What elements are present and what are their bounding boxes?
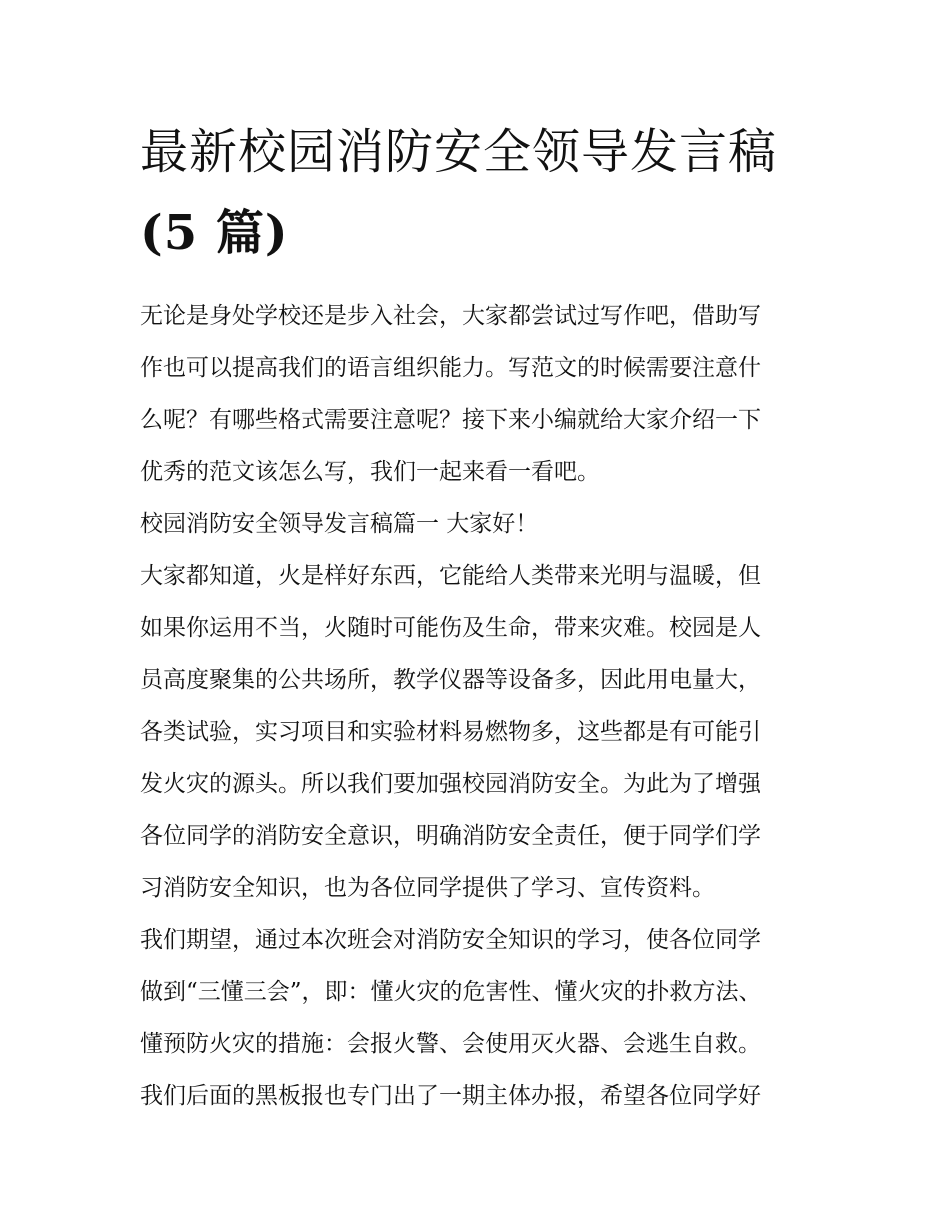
title-main: 最新校园消防安全领导发言稿: [140, 124, 778, 180]
paragraph-line: 作也可以提高我们的语言组织能力。写范文的时候需要注意什: [140, 355, 761, 381]
document-page: [140, 112, 815, 1122]
paragraph-line: 优秀的范文该怎么写，我们一起来看一看吧。: [140, 459, 600, 485]
intro-paragraph: [140, 290, 815, 498]
paragraph-line: 懂预防火灾的措施：会报火警、会使用灭火器、会逃生自救。: [140, 1031, 761, 1057]
title-suffix: (5 篇): [140, 205, 289, 261]
paragraph-line: 大家都知道，火是样好东西，它能给人类带来光明与温暖，但: [140, 563, 761, 589]
body-paragraph: [140, 914, 815, 1122]
paragraph-line: 么呢？有哪些格式需要注意呢？接下来小编就给大家介绍一下: [140, 407, 761, 433]
paragraph-line: 各类试验，实习项目和实验材料易燃物多，这些都是有可能引: [140, 719, 761, 745]
paragraph-line: 无论是身处学校还是步入社会，大家都尝试过写作吧，借助写: [140, 303, 761, 329]
section-heading-paragraph: [140, 498, 815, 550]
paragraph-line: 员高度聚集的公共场所，教学仪器等设备多，因此用电量大，: [140, 667, 761, 693]
paragraph-line: 我们期望，通过本次班会对消防安全知识的学习，使各位同学: [140, 927, 761, 953]
paragraph-line: 做到“三懂三会”，即：懂火灾的危害性、懂火灾的扑救方法、: [140, 979, 762, 1005]
paragraph-line: 习消防安全知识，也为各位同学提供了学习、宣传资料。: [140, 875, 715, 901]
paragraph-line: 如果你运用不当，火随时可能伤及生命，带来灾难。校园是人: [140, 615, 761, 641]
document-title: [140, 112, 815, 274]
paragraph-line: 各位同学的消防安全意识，明确消防安全责任，便于同学们学: [140, 823, 761, 849]
paragraph-line: 我们后面的黑板报也专门出了一期主体办报，希望各位同学好: [140, 1083, 761, 1109]
body-paragraph: [140, 550, 815, 914]
paragraph-line: 校园消防安全领导发言稿篇一 大家好！: [140, 511, 539, 537]
paragraph-line: 发火灾的源头。所以我们要加强校园消防安全。为此为了增强: [140, 771, 761, 797]
